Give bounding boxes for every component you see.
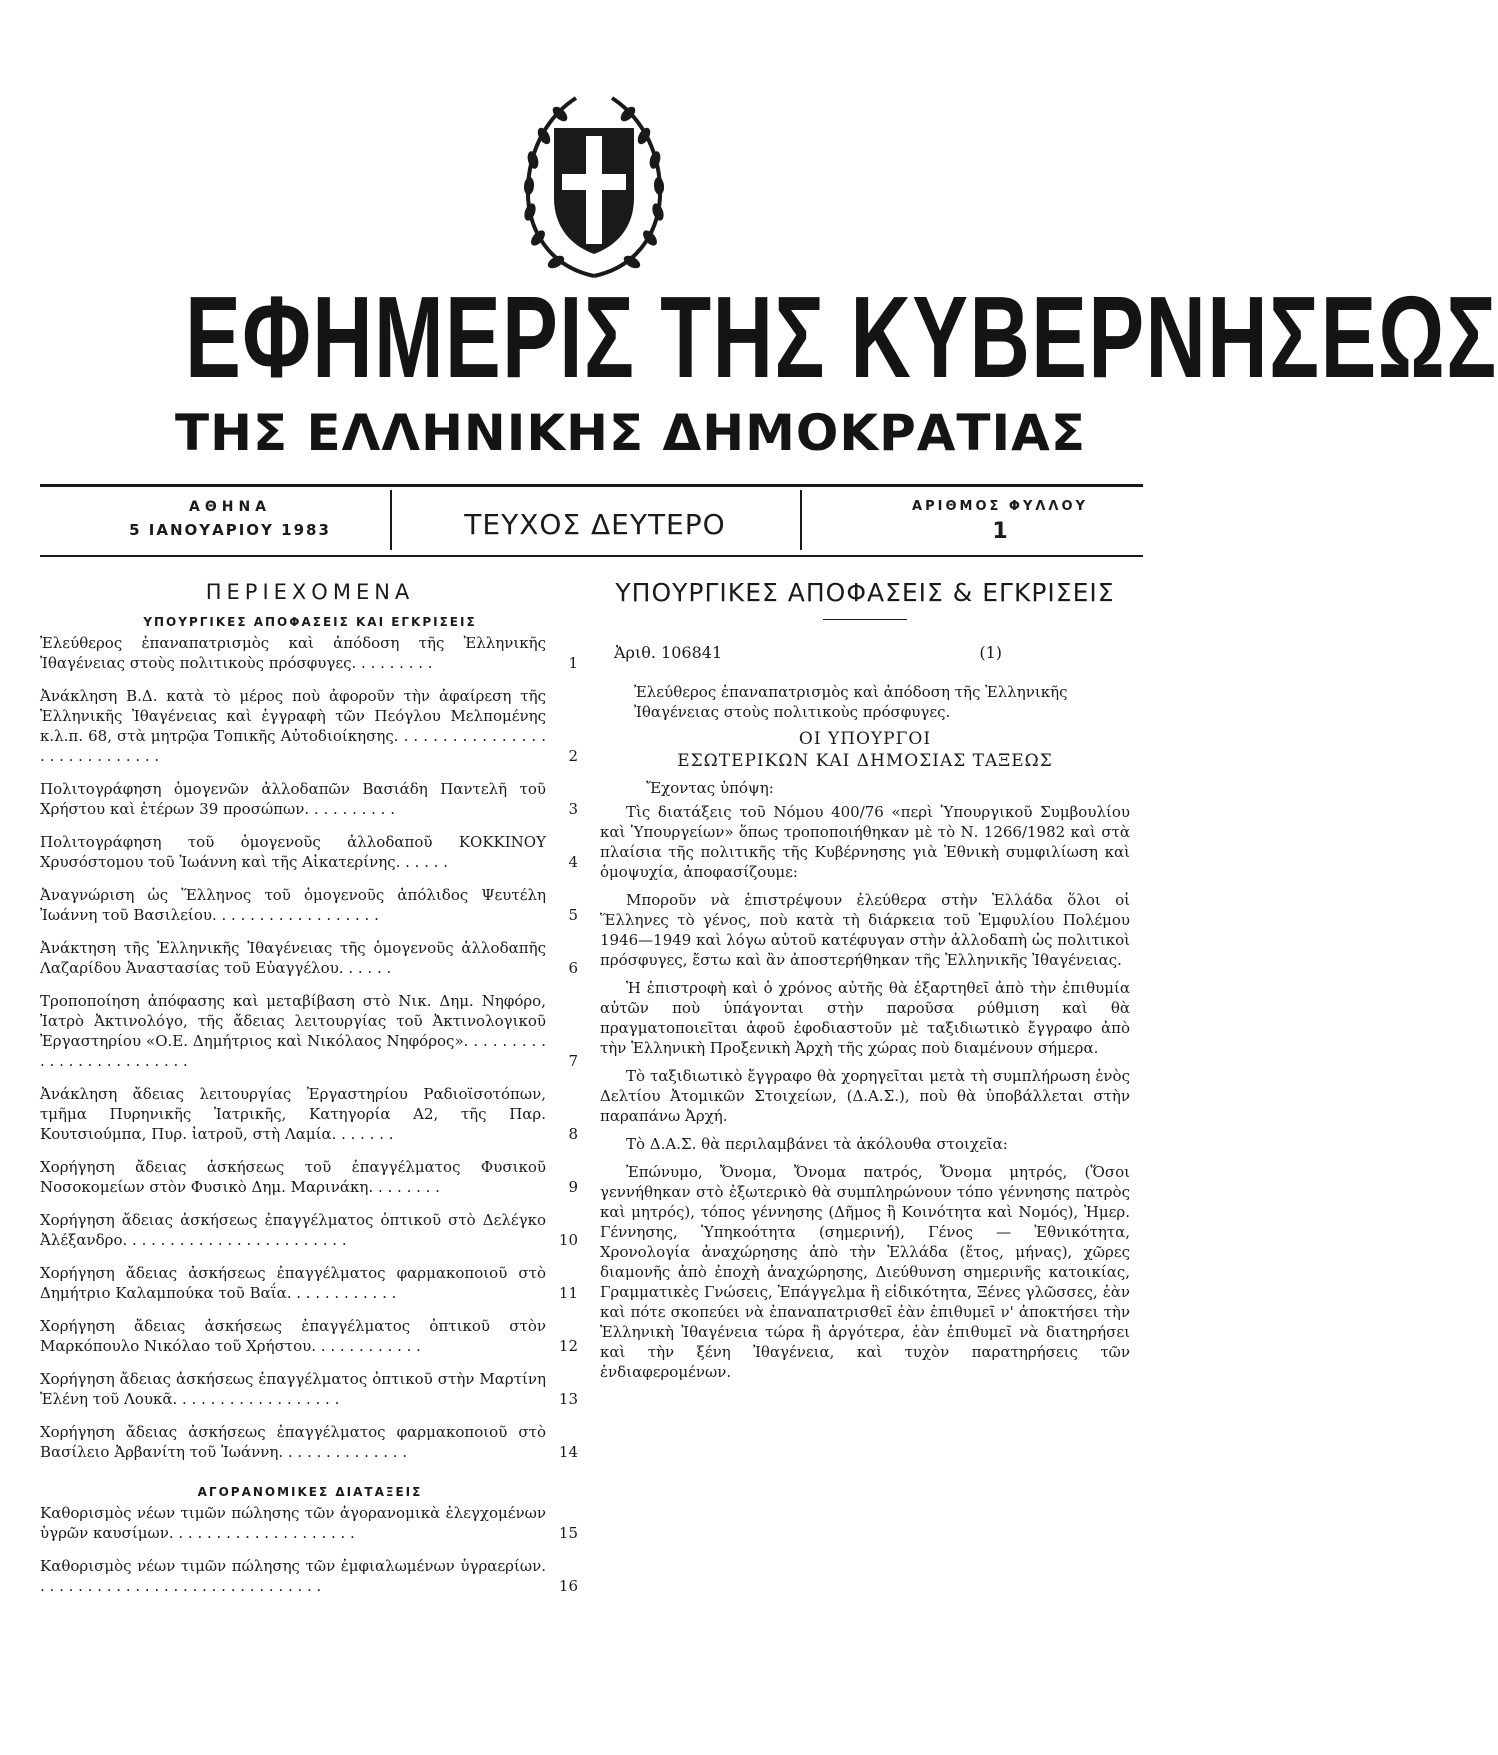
authority-line-2: ΕΣΩΤΕΡΙΚΩΝ ΚΑΙ ΔΗΜΟΣΙΑΣ ΤΑΞΕΩΣ [677, 751, 1053, 771]
toc-entry [40, 1263, 580, 1303]
toc-entry [40, 1210, 580, 1250]
toc-entry-number: 8 [568, 1125, 578, 1143]
toc-entry-text: Χορήγηση ἄδειας ἀσκήσεως ἐπαγγέλματος ὀπτικοῦ στὸν Μαρκόπουλο Νικόλαο τοῦ Χρήστου. . . . . . . . . . . . [40, 1317, 546, 1355]
toc-entry-number: 6 [568, 959, 578, 977]
decision-paragraph: Ἐπώνυμο, Ὄνομα, Ὄνομα πατρός, Ὄνομα μητρός, (Ὅσοι γεννήθηκαν στὸ ἐξωτερικὸ θὰ συμπληρώνουν τόπο γέννησης πατρὸς καὶ μητρός), τόπος γέννησης (Δῆμος ἢ Κοινότητα καὶ Νομός), Ἡμερ. Γέννησης, Ὑπηκοότητα (σημερινή), Γένος — Ἐθνικότητα, Χρονολογία ἀναχώρησης ἀπὸ τὴν Ἑλλάδα (ἔτος, μήνας), χῶρες διαμονῆς ἀπὸ ἐποχὴ ἀναχώρησης, Διεύθυνση σημερινῆς κατοικίας, Γραμματικὲς Γνώσεις, Ἐπάγγελμα ἢ εἰδικότητα, Ξένες γλῶσσες, ἐὰν καὶ πότε σκοπεύει νὰ ἐπαναπατρισθεῖ ἐὰν ἐπιθυμεῖ ν' ἀποκτήσει τὴν Ἑλληνικὴ Ἰθαγένεια τώρα ἢ ἀργότερα, ἐὰν ἐπιθυμεῖ νὰ διατηρήσει καὶ τὴν ξένη Ἰθαγένεια, καὶ τυχὸν παρατηρήσεις τῶν ἐνδιαφερομένων. [600, 1163, 1130, 1381]
toc-entry-text: Ἀνάκληση ἄδειας λειτουργίας Ἐργαστηρίου Ραδιοϊσοτόπων, τμῆμα Πυρηνικῆς Ἰατρικῆς, Κατηγορία Α2, τῆς Παρ. Κουτσιούμπα, Πυρ. ἰατροῦ, στὴ Λαμία. . . . . . . [40, 1085, 546, 1143]
toc-entry-text: Πολιτογράφηση ὁμογενῶν ἀλλοδαπῶν Βασιάδη Παντελῆ τοῦ Χρήστου καὶ ἑτέρων 39 προσώπων. . . . . . . . . . [40, 780, 546, 818]
toc-entry-number: 15 [558, 1524, 578, 1542]
toc-entry [40, 1369, 580, 1409]
masthead-title: ΕΦΗΜΕΡΙΣ ΤΗΣ ΚΥΒΕΡΝΗΣΕΩΣ [185, 272, 1498, 402]
toc-entry [40, 991, 580, 1071]
toc-entry [40, 1084, 580, 1144]
toc-entry-text: Ἀναγνώριση ὡς Ἕλληνος τοῦ ὁμογενοῦς ἀπόλιδος Ψευτέλη Ἰωάννη τοῦ Βασιλείου. . . . . . . . . . . . . . . . . . [40, 886, 546, 924]
toc-entry-number: 16 [558, 1577, 578, 1595]
toc-entry [40, 1503, 580, 1543]
header-bottom-rule [40, 555, 1143, 557]
contents-section-title: ΑΓΟΡΑΝΟΜΙΚΕΣ ΔΙΑΤΑΞΕΙΣ [197, 1485, 423, 1499]
header-divider-left [390, 490, 392, 550]
coat-of-arms-icon [518, 88, 670, 284]
toc-entry-number: 7 [568, 1052, 578, 1070]
toc-entry-text: Χορήγηση ἄδειας ἀσκήσεως ἐπαγγέλματος φαρμακοποιοῦ στὸ Δημήτριο Καλαμπούκα τοῦ Βαΐα. . . . . . . . . . . . [40, 1264, 546, 1302]
toc-entry-text: Καθορισμὸς νέων τιμῶν πώλησης τῶν ἐμφιαλωμένων ὑγραερίων. . . . . . . . . . . . . . . . . . . . . . . . . . . . . . . [40, 1557, 546, 1595]
toc-entry-number: 10 [558, 1231, 578, 1249]
toc-entry [40, 1316, 580, 1356]
toc-entry-text: Τροποποίηση ἀπόφασης καὶ μεταβίβαση στὸ Νικ. Δημ. Νηφόρο, Ἰατρὸ Ἀκτινολόγο, τῆς ἄδειας λειτουργίας τοῦ Ἀκτινολογικοῦ Ἐργαστηρίου «Ο.Ε. Δημήτριος καὶ Νικόλαος Νηφόρος». . . . . . . . . . . . . . . . . . . . . . . . . [40, 992, 546, 1070]
toc-entry-number: 1 [568, 654, 578, 672]
toc-entry-text: Ἀνάκληση Β.Δ. κατὰ τὸ μέρος ποὺ ἀφοροῦν τὴν ἀφαίρεση τῆς Ἑλληνικῆς Ἰθαγένειας καὶ ἐγγραφὴ τῶν Πεόγλου Μελπομένης κ.λ.π. 68, στὰ μητρῷα Τοπικῆς Αὐτοδιοίκησης. . . . . . . . . . . . . . . . . . . . . . . . . . . . . [40, 687, 546, 765]
toc-entry-number: 13 [558, 1390, 578, 1408]
decision-paragraph: Μποροῦν νὰ ἐπιστρέψουν ἐλεύθερα στὴν Ἑλλάδα ὅλοι οἱ Ἕλληνες τὸ γένος, ποὺ κατὰ τὴ διάρκεια τοῦ Ἐμφυλίου Πολέμου 1946—1949 καὶ λόγω αὐτοῦ κατέφυγαν στὴν ἀλλοδαπὴ ὡς πολιτικοὶ πρόσφυγες, ἔστω καὶ ἂν ἀποστερήθηκαν τῆς Ἑλληνικῆς Ἰθαγένειας. [600, 891, 1130, 969]
decision-ref-number: (1) [979, 643, 1002, 662]
toc-entry [40, 633, 580, 673]
authority-line-1: ΟΙ ΥΠΟΥΡΓΟΙ [798, 729, 932, 749]
toc-entry-text: Χορήγηση ἄδειας ἀσκήσεως ἐπαγγέλματος ὀπτικοῦ στὴν Μαρτίνη Ἑλένη τοῦ Λουκᾶ. . . . . . . . . . . . . . . . . . [40, 1370, 546, 1408]
decision-column [600, 575, 1130, 1390]
having-regard: Ἔχοντας ὑπόψη: [646, 779, 774, 797]
toc-entry-number: 12 [558, 1337, 578, 1355]
decision-ref-text: Ἀριθ. 106841 [614, 643, 723, 662]
toc-entry [40, 938, 580, 978]
toc-entry-number: 9 [568, 1178, 578, 1196]
toc-entry-text: Καθορισμὸς νέων τιμῶν πώλησης τῶν ἀγορανομικὰ ἐλεγχομένων ὑγρῶν καυσίμων. . . . . . . . . . . . . . . . . . . . [40, 1504, 546, 1542]
toc-entry-text: Χορήγηση ἄδειας ἀσκήσεως τοῦ ἐπαγγέλματος Φυσικοῦ Νοσοκομείων στὸν Φυσικὸ Δημ. Μαρινάκη. . . . . . . . [40, 1158, 546, 1196]
toc-entry [40, 1556, 580, 1596]
toc-entry-number: 4 [568, 853, 578, 871]
header-top-rule [40, 484, 1143, 487]
decision-paragraph: Τὸ Δ.Α.Σ. θὰ περιλαμβάνει τὰ ἀκόλουθα στοιχεῖα: [626, 1135, 1008, 1153]
contents-column [40, 575, 580, 1609]
decision-section-heading: ΥΠΟΥΡΓΙΚΕΣ ΑΠΟΦΑΣΕΙΣ & ΕΓΚΡΙΣΕΙΣ [615, 578, 1115, 607]
decision-paragraph: Ἡ ἐπιστροφὴ καὶ ὁ χρόνος αὐτῆς θὰ ἐξαρτηθεῖ ἀπὸ τὴν ἐπιθυμία αὐτῶν ποὺ ὑπάγονται στὴν παροῦσα ρύθμιση καὶ θὰ πραγματοποιεῖται ἀφοῦ ἐφοδιαστοῦν μὲ ταξιδιωτικὸ ἔγγραφο ἀπὸ τὴν Ἑλληνικὴ Προξενικὴ Ἀρχὴ τῆς χώρας ποὺ διαμένουν σήμερα. [600, 979, 1130, 1057]
toc-entry [40, 885, 580, 925]
decision-subject: Ἐλεύθερος ἐπαναπατρισμὸς καὶ ἀπόδοση τῆς Ἑλληνικῆς Ἰθαγένειας στοὺς πολιτικοὺς πρόσφυγες. [634, 683, 1068, 721]
sheet-number-label: ΑΡΙΘΜΟΣ ΦΥΛΛΟΥ [912, 499, 1088, 514]
decision-paragraph: Τὸ ταξιδιωτικὸ ἔγγραφο θὰ χορηγεῖται μετὰ τὴ συμπλήρωση ἑνὸς Δελτίου Ἀτομικῶν Στοιχείων, (Δ.Α.Σ.), ποὺ θὰ ὑποβάλλεται στὴν παραπάνω Ἀρχή. [600, 1067, 1130, 1125]
toc-entry-number: 3 [568, 800, 578, 818]
toc-entry [40, 1157, 580, 1197]
sheet-number: 1 [992, 519, 1008, 544]
issue-city: ΑΘΗΝΑ [188, 499, 271, 515]
toc-entry-text: Χορήγηση ἄδειας ἀσκήσεως ἐπαγγέλματος φαρμακοποιοῦ στὸ Βασίλειο Ἀρβανίτη τοῦ Ἰωάννη. . . . . . . . . . . . . . [40, 1423, 546, 1461]
toc-entry-number: 14 [558, 1443, 578, 1461]
toc-entry-number: 11 [558, 1284, 578, 1302]
contents-heading: ΠΕΡΙΕΧΟΜΕΝΑ [205, 580, 415, 604]
decision-paragraph: Τὶς διατάξεις τοῦ Νόμου 400/76 «περὶ Ὑπουργικοῦ Συμβουλίου καὶ Ὑπουργείων» ὅπως τροποποιήθηκαν μὲ τὸ Ν. 1266/1982 καὶ στὰ πλαίσια τῆς πολιτικῆς τῆς Κυβέρνησης γιὰ Ἐθνικὴ συμφιλίωση καὶ ὁμοψυχία, ἀποφασίζουμε: [600, 803, 1130, 881]
toc-entry-text: Χορήγηση ἄδειας ἀσκήσεως ἐπαγγέλματος ὀπτικοῦ στὸ Δελέγκο Ἀλέξανδρο. . . . . . . . . . . . . . . . . . . . . . . . [40, 1211, 546, 1249]
issue-name: ΤΕΥΧΟΣ ΔΕΥΤΕΡΟ [464, 508, 726, 541]
toc-entry-number: 5 [568, 906, 578, 924]
heading-underline [823, 619, 907, 620]
toc-entry [40, 1422, 580, 1462]
masthead-subtitle: ΤΗΣ ΕΛΛΗΝΙΚΗΣ ΔΗΜΟΚΡΑΤΙΑΣ [175, 404, 1086, 462]
toc-entry [40, 686, 580, 766]
toc-entry-text: Ἀνάκτηση τῆς Ἑλληνικῆς Ἰθαγένειας τῆς ὁμογενοῦς ἀλλοδαπῆς Λαζαρίδου Ἀναστασίας τοῦ Εὐαγγέλου. . . . . . [40, 939, 546, 977]
issue-date: 5 ΙΑΝΟΥΑΡΙΟΥ 1983 [129, 521, 331, 539]
toc-entry-number: 2 [568, 747, 578, 765]
toc-entry-text: Ἐλεύθερος ἐπαναπατρισμὸς καὶ ἀπόδοση τῆς Ἑλληνικῆς Ἰθαγένειας στοὺς πολιτικοὺς πρόσφυγες. . . . . . . . . [40, 634, 546, 672]
toc-entry-text: Πολιτογράφηση τοῦ ὁμογενοῦς ἀλλοδαποῦ ΚΟΚΚΙΝΟΥ Χρυσόστομου τοῦ Ἰωάννη καὶ τῆς Αἰκατερίνης. . . . . . [40, 833, 546, 871]
contents-section-title: ΥΠΟΥΡΓΙΚΕΣ ΑΠΟΦΑΣΕΙΣ ΚΑΙ ΕΓΚΡΙΣΕΙΣ [143, 615, 477, 629]
toc-entry [40, 779, 580, 819]
toc-entry [40, 832, 580, 872]
decision-reference [600, 642, 1130, 664]
